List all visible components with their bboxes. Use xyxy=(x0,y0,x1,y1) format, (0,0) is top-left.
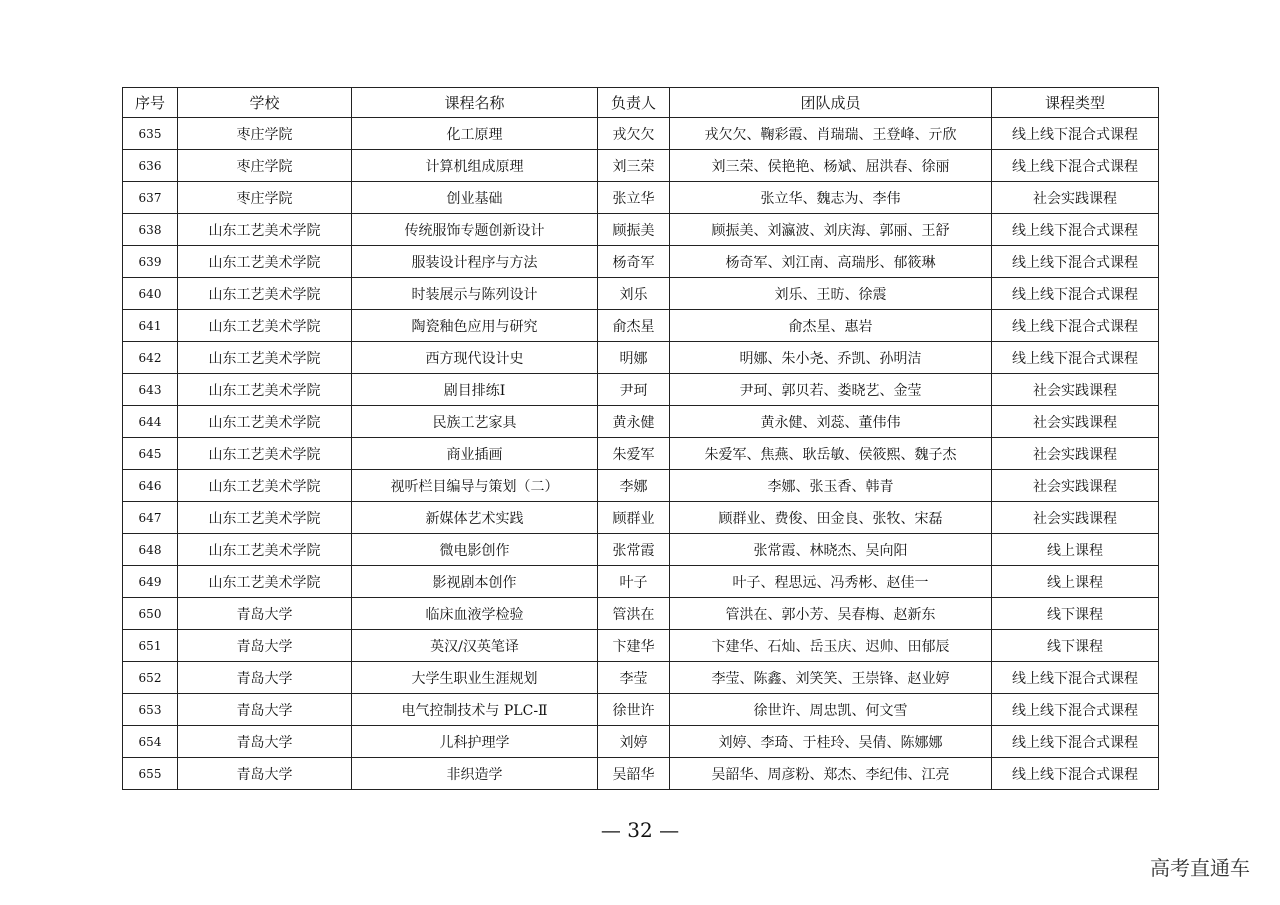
cell-team-members: 尹珂、郭贝若、娄晓艺、金莹 xyxy=(670,374,992,406)
cell-course-name: 视听栏目编导与策划（二） xyxy=(352,470,598,502)
cell-serial: 636 xyxy=(123,150,178,182)
cell-course-type: 线上线下混合式课程 xyxy=(992,758,1159,790)
table-row xyxy=(123,118,1159,150)
cell-course-type: 社会实践课程 xyxy=(992,438,1159,470)
table-row xyxy=(123,566,1159,598)
cell-team-members: 明娜、朱小尧、乔凯、孙明洁 xyxy=(670,342,992,374)
cell-team-members: 管洪在、郭小芳、吴春梅、赵新东 xyxy=(670,598,992,630)
table-row xyxy=(123,758,1159,790)
cell-leader: 朱爱军 xyxy=(598,438,670,470)
cell-course-type: 社会实践课程 xyxy=(992,470,1159,502)
cell-school: 青岛大学 xyxy=(178,598,352,630)
table-row xyxy=(123,278,1159,310)
cell-course-name: 化工原理 xyxy=(352,118,598,150)
cell-leader: 俞杰星 xyxy=(598,310,670,342)
cell-school: 枣庄学院 xyxy=(178,118,352,150)
cell-leader: 尹珂 xyxy=(598,374,670,406)
cell-school: 山东工艺美术学院 xyxy=(178,534,352,566)
cell-team-members: 徐世许、周忠凯、何文雪 xyxy=(670,694,992,726)
cell-course-name: 剧目排练Ⅰ xyxy=(352,374,598,406)
cell-serial: 638 xyxy=(123,214,178,246)
cell-leader: 张立华 xyxy=(598,182,670,214)
cell-course-type: 线上线下混合式课程 xyxy=(992,278,1159,310)
cell-serial: 653 xyxy=(123,694,178,726)
cell-serial: 644 xyxy=(123,406,178,438)
cell-leader: 刘乐 xyxy=(598,278,670,310)
cell-course-name: 时装展示与陈列设计 xyxy=(352,278,598,310)
watermark: 高考直通车 xyxy=(1150,856,1250,880)
cell-course-name: 计算机组成原理 xyxy=(352,150,598,182)
cell-team-members: 刘三荣、侯艳艳、杨斌、屈洪春、徐丽 xyxy=(670,150,992,182)
cell-course-type: 线上线下混合式课程 xyxy=(992,118,1159,150)
cell-team-members: 李莹、陈鑫、刘笑笑、王崇锋、赵业婷 xyxy=(670,662,992,694)
cell-course-type: 线上线下混合式课程 xyxy=(992,214,1159,246)
cell-leader: 张常霞 xyxy=(598,534,670,566)
cell-leader: 杨奇军 xyxy=(598,246,670,278)
cell-leader: 吴韶华 xyxy=(598,758,670,790)
table-row xyxy=(123,310,1159,342)
cell-course-name: 影视剧本创作 xyxy=(352,566,598,598)
cell-serial: 649 xyxy=(123,566,178,598)
cell-leader: 刘三荣 xyxy=(598,150,670,182)
cell-course-name: 商业插画 xyxy=(352,438,598,470)
table-row xyxy=(123,662,1159,694)
cell-leader: 管洪在 xyxy=(598,598,670,630)
cell-team-members: 刘乐、王昉、徐震 xyxy=(670,278,992,310)
cell-course-name: 大学生职业生涯规划 xyxy=(352,662,598,694)
cell-school: 山东工艺美术学院 xyxy=(178,566,352,598)
cell-team-members: 张立华、魏志为、李伟 xyxy=(670,182,992,214)
cell-school: 山东工艺美术学院 xyxy=(178,246,352,278)
cell-school: 青岛大学 xyxy=(178,630,352,662)
cell-team-members: 卞建华、石灿、岳玉庆、迟帅、田郁辰 xyxy=(670,630,992,662)
cell-leader: 戎欠欠 xyxy=(598,118,670,150)
cell-serial: 641 xyxy=(123,310,178,342)
cell-school: 山东工艺美术学院 xyxy=(178,374,352,406)
cell-course-type: 社会实践课程 xyxy=(992,502,1159,534)
cell-team-members: 戎欠欠、鞠彩霞、肖瑞瑞、王登峰、亓欣 xyxy=(670,118,992,150)
cell-course-type: 线上线下混合式课程 xyxy=(992,310,1159,342)
cell-course-name: 陶瓷釉色应用与研究 xyxy=(352,310,598,342)
cell-team-members: 张常霞、林晓杰、吴向阳 xyxy=(670,534,992,566)
cell-serial: 635 xyxy=(123,118,178,150)
table-row xyxy=(123,726,1159,758)
table-row xyxy=(123,438,1159,470)
cell-serial: 639 xyxy=(123,246,178,278)
cell-school: 青岛大学 xyxy=(178,726,352,758)
cell-school: 山东工艺美术学院 xyxy=(178,214,352,246)
cell-course-name: 临床血液学检验 xyxy=(352,598,598,630)
cell-course-name: 西方现代设计史 xyxy=(352,342,598,374)
cell-course-type: 社会实践课程 xyxy=(992,406,1159,438)
cell-serial: 655 xyxy=(123,758,178,790)
cell-leader: 李莹 xyxy=(598,662,670,694)
cell-team-members: 黄永健、刘蕊、董伟伟 xyxy=(670,406,992,438)
cell-team-members: 朱爱军、焦燕、耿岳敏、侯筱熙、魏子杰 xyxy=(670,438,992,470)
header-course-type: 课程类型 xyxy=(992,88,1159,118)
table-header-row xyxy=(123,88,1159,118)
cell-team-members: 刘婷、李琦、于桂玲、吴倩、陈娜娜 xyxy=(670,726,992,758)
cell-course-type: 线上线下混合式课程 xyxy=(992,694,1159,726)
cell-leader: 徐世许 xyxy=(598,694,670,726)
cell-course-type: 社会实践课程 xyxy=(992,374,1159,406)
header-school: 学校 xyxy=(178,88,352,118)
cell-leader: 顾振美 xyxy=(598,214,670,246)
cell-course-name: 服装设计程序与方法 xyxy=(352,246,598,278)
table-row xyxy=(123,246,1159,278)
cell-team-members: 李娜、张玉香、韩青 xyxy=(670,470,992,502)
cell-leader: 叶子 xyxy=(598,566,670,598)
cell-course-type: 线上线下混合式课程 xyxy=(992,150,1159,182)
cell-serial: 642 xyxy=(123,342,178,374)
table-row xyxy=(123,342,1159,374)
cell-course-type: 线上课程 xyxy=(992,534,1159,566)
cell-leader: 顾群业 xyxy=(598,502,670,534)
cell-course-type: 线上线下混合式课程 xyxy=(992,342,1159,374)
table-row xyxy=(123,694,1159,726)
cell-school: 山东工艺美术学院 xyxy=(178,310,352,342)
cell-course-type: 线上线下混合式课程 xyxy=(992,662,1159,694)
cell-team-members: 叶子、程思远、冯秀彬、赵佳一 xyxy=(670,566,992,598)
cell-team-members: 杨奇军、刘江南、高瑞彤、郁筱琳 xyxy=(670,246,992,278)
table-row xyxy=(123,150,1159,182)
cell-team-members: 俞杰星、惠岩 xyxy=(670,310,992,342)
cell-school: 山东工艺美术学院 xyxy=(178,438,352,470)
cell-serial: 640 xyxy=(123,278,178,310)
header-course-name: 课程名称 xyxy=(352,88,598,118)
cell-serial: 645 xyxy=(123,438,178,470)
table-row xyxy=(123,182,1159,214)
cell-course-name: 传统服饰专题创新设计 xyxy=(352,214,598,246)
cell-course-type: 线上线下混合式课程 xyxy=(992,246,1159,278)
cell-course-name: 电气控制技术与 PLC-Ⅱ xyxy=(352,694,598,726)
cell-serial: 643 xyxy=(123,374,178,406)
cell-leader: 明娜 xyxy=(598,342,670,374)
cell-serial: 646 xyxy=(123,470,178,502)
cell-course-name: 民族工艺家具 xyxy=(352,406,598,438)
table-row xyxy=(123,534,1159,566)
cell-school: 枣庄学院 xyxy=(178,150,352,182)
cell-leader: 卞建华 xyxy=(598,630,670,662)
cell-school: 山东工艺美术学院 xyxy=(178,470,352,502)
table-body xyxy=(123,118,1159,790)
cell-serial: 652 xyxy=(123,662,178,694)
cell-school: 山东工艺美术学院 xyxy=(178,342,352,374)
cell-serial: 651 xyxy=(123,630,178,662)
cell-serial: 647 xyxy=(123,502,178,534)
cell-course-name: 创业基础 xyxy=(352,182,598,214)
cell-serial: 637 xyxy=(123,182,178,214)
cell-serial: 654 xyxy=(123,726,178,758)
cell-team-members: 吴韶华、周彦粉、郑杰、李纪伟、江亮 xyxy=(670,758,992,790)
page-number: — 32 — xyxy=(600,818,680,842)
cell-course-type: 线下课程 xyxy=(992,598,1159,630)
cell-school: 山东工艺美术学院 xyxy=(178,502,352,534)
cell-school: 枣庄学院 xyxy=(178,182,352,214)
table-row xyxy=(123,406,1159,438)
cell-course-type: 线上线下混合式课程 xyxy=(992,726,1159,758)
cell-leader: 刘婷 xyxy=(598,726,670,758)
cell-course-type: 线下课程 xyxy=(992,630,1159,662)
cell-school: 青岛大学 xyxy=(178,758,352,790)
header-team-members: 团队成员 xyxy=(670,88,992,118)
cell-team-members: 顾群业、费俊、田金良、张牧、宋磊 xyxy=(670,502,992,534)
header-leader: 负责人 xyxy=(598,88,670,118)
table-row xyxy=(123,502,1159,534)
cell-course-name: 新媒体艺术实践 xyxy=(352,502,598,534)
table-row xyxy=(123,374,1159,406)
table-row xyxy=(123,630,1159,662)
cell-school: 山东工艺美术学院 xyxy=(178,278,352,310)
cell-school: 青岛大学 xyxy=(178,662,352,694)
table-row xyxy=(123,214,1159,246)
cell-course-name: 英汉/汉英笔译 xyxy=(352,630,598,662)
cell-leader: 黄永健 xyxy=(598,406,670,438)
header-serial: 序号 xyxy=(123,88,178,118)
cell-course-name: 儿科护理学 xyxy=(352,726,598,758)
cell-course-type: 社会实践课程 xyxy=(992,182,1159,214)
table-row xyxy=(123,598,1159,630)
course-table xyxy=(122,87,1159,790)
cell-course-type: 线上课程 xyxy=(992,566,1159,598)
table-row xyxy=(123,470,1159,502)
cell-serial: 648 xyxy=(123,534,178,566)
cell-leader: 李娜 xyxy=(598,470,670,502)
cell-course-name: 非织造学 xyxy=(352,758,598,790)
cell-school: 山东工艺美术学院 xyxy=(178,406,352,438)
cell-team-members: 顾振美、刘瀛波、刘庆海、郭丽、王舒 xyxy=(670,214,992,246)
cell-course-name: 微电影创作 xyxy=(352,534,598,566)
cell-school: 青岛大学 xyxy=(178,694,352,726)
cell-serial: 650 xyxy=(123,598,178,630)
